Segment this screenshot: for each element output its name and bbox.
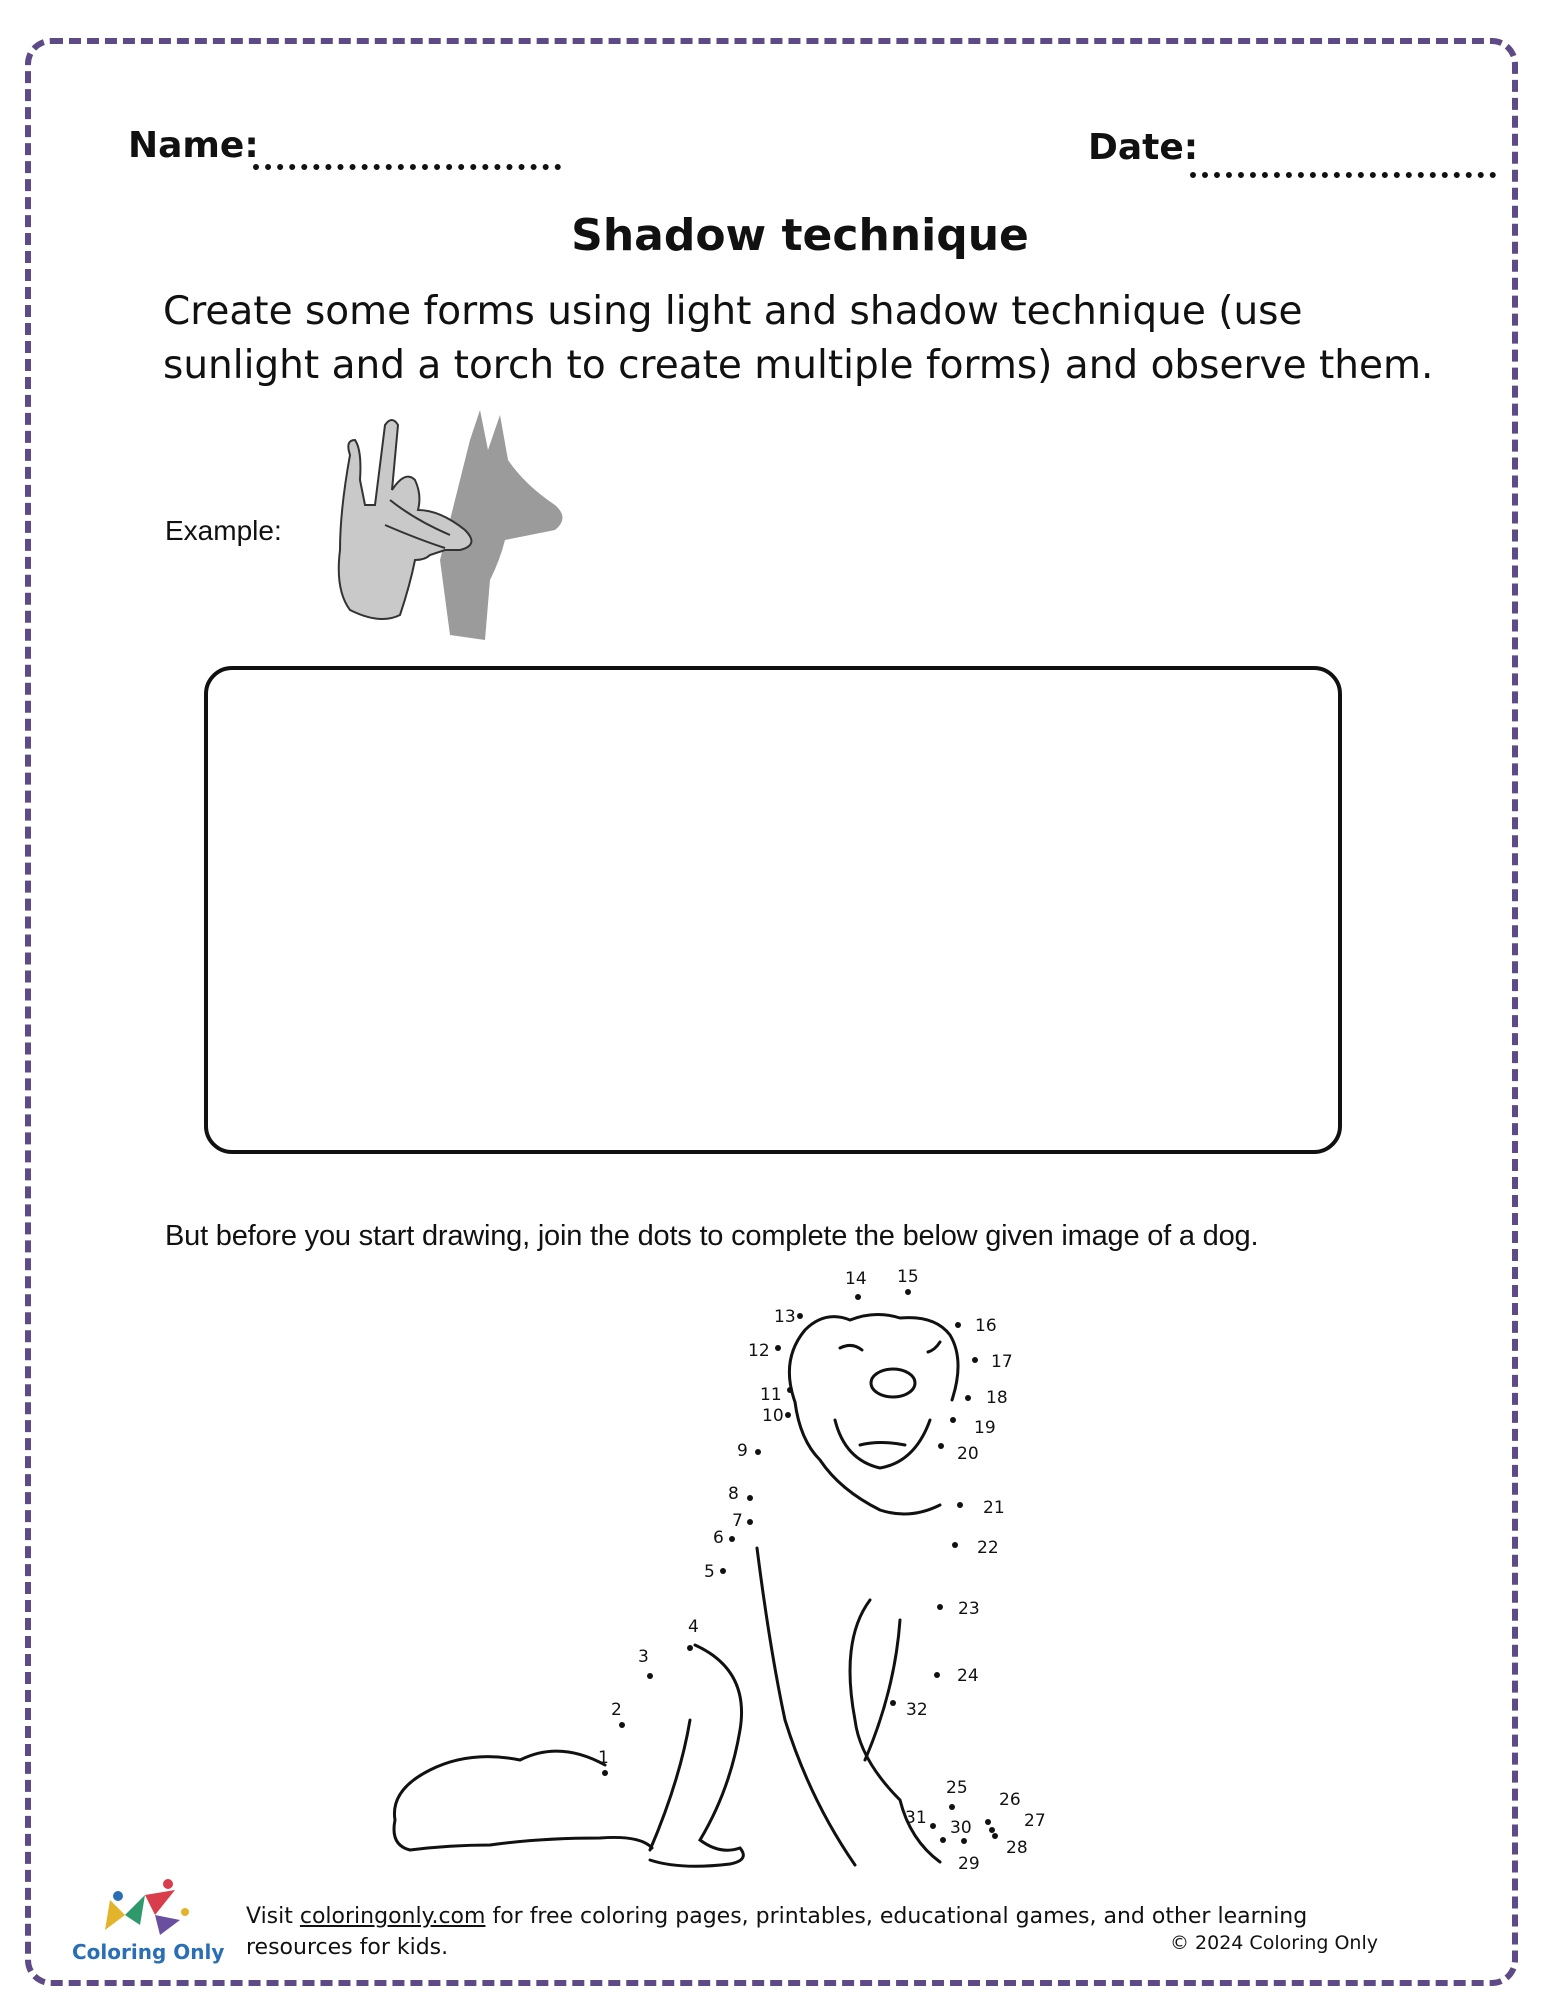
dot-label: 8 [728,1484,739,1504]
dot-label: 7 [732,1511,743,1531]
dot-label: 10 [762,1406,784,1426]
dot-label: 30 [950,1818,972,1838]
dot-label: 27 [1024,1811,1046,1831]
name-label: Name: [128,125,259,166]
dot-label: 24 [957,1666,979,1686]
copyright: © 2024 Coloring Only [1170,1932,1378,1954]
dog-front-leg-inner [650,1720,690,1850]
dot-label: 21 [983,1498,1005,1518]
dog-dot-numbers [598,1267,1046,1874]
dot-label: 3 [638,1647,649,1667]
dot-label: 25 [946,1778,968,1798]
dot-label: 29 [958,1854,980,1874]
instruction-line-2: sunlight and a torch to create multiple forms) and observe them. [163,343,1434,388]
dot-label: 6 [713,1528,724,1548]
dog-hind-leg [865,1620,900,1760]
instruction-line-1: Create some forms using light and shadow technique (use [163,289,1303,334]
example-label: Example: [165,515,282,546]
dot-label: 19 [974,1418,996,1438]
dot-label: 9 [737,1441,748,1461]
dog-face [795,1402,940,1514]
dot-label: 1 [598,1748,609,1768]
dot-label: 28 [1006,1838,1028,1858]
dog-nose [871,1369,915,1397]
dog-eye-left [840,1345,862,1350]
dot-label: 18 [986,1388,1008,1408]
dot-label: 20 [957,1444,979,1464]
dot-label: 17 [991,1352,1013,1372]
page-title: Shadow technique [571,210,1029,261]
dot-label: 22 [977,1538,999,1558]
dot-label: 32 [906,1700,928,1720]
footer-visit: Visit [246,1904,300,1929]
dot-label: 26 [999,1790,1021,1810]
dot-label: 31 [905,1808,927,1828]
dot-label: 13 [774,1307,796,1327]
dog-chest [757,1548,855,1865]
footer-rest: for free coloring pages, printables, educational games, and other learning resources for kids. [246,1904,1308,1960]
dot-label: 12 [748,1341,770,1361]
dot-label: 11 [760,1385,782,1405]
dog-mouth-inner [860,1443,905,1446]
dot-label: 15 [897,1267,919,1287]
dot-label: 5 [704,1562,715,1582]
dot-label: 16 [975,1316,997,1336]
dot-label: 2 [611,1700,622,1720]
footer-link[interactable]: coloringonly.com [299,1904,486,1929]
dog-eye-right [928,1342,940,1352]
dot-to-dot-instruction: But before you start drawing, join the dots to complete the below given image of a dog. [165,1220,1259,1252]
logo-text: Coloring Only [72,1940,225,1964]
dog-tail [394,1751,652,1850]
date-label: Date: [1088,127,1199,168]
dog-front-leg [650,1645,743,1866]
dot-label: 14 [845,1269,867,1289]
dot-label: 23 [958,1599,980,1619]
dot-label: 4 [688,1617,699,1637]
